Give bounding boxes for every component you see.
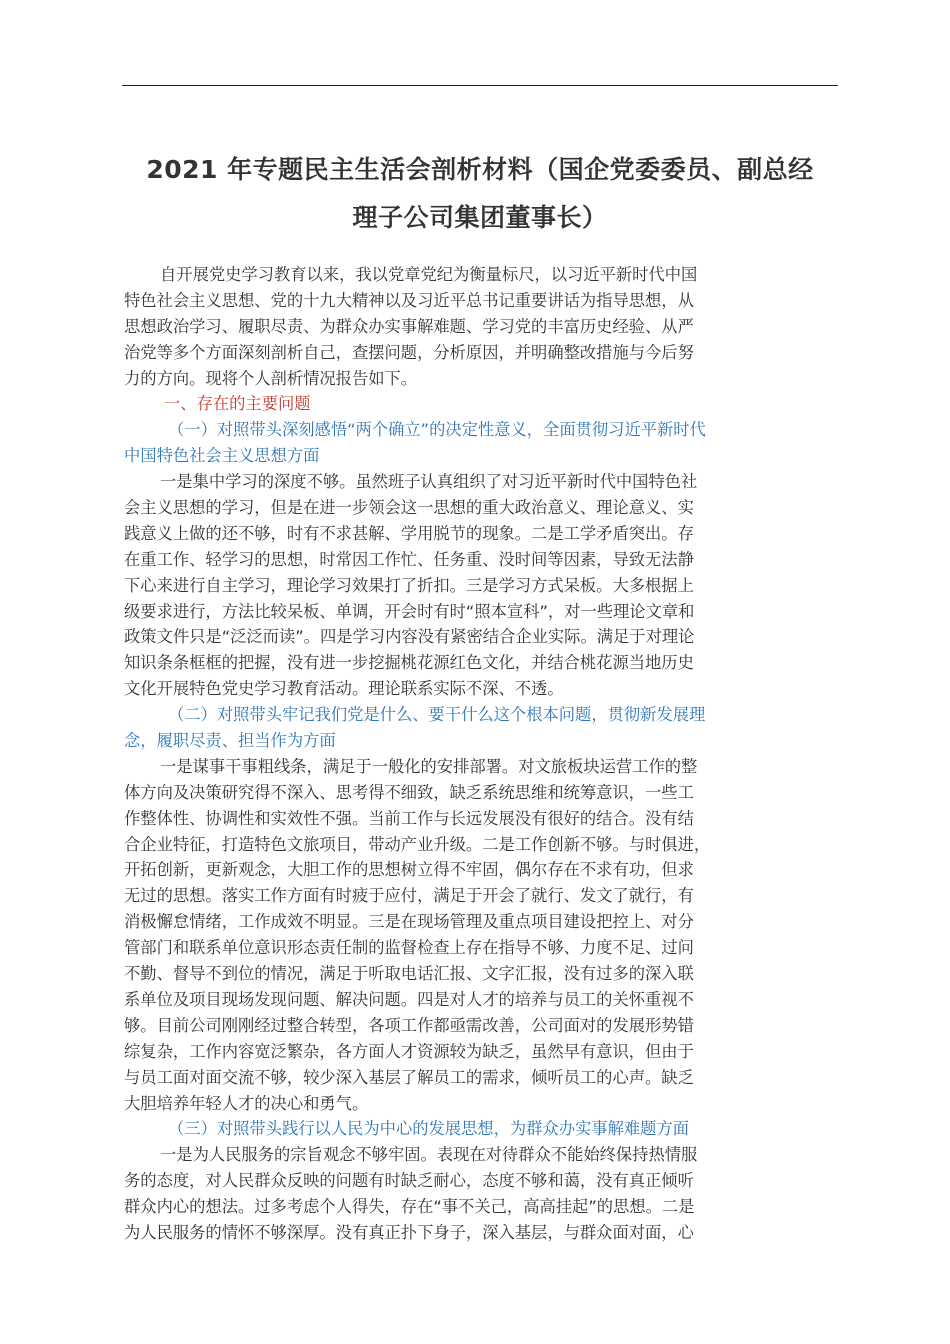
paragraph-line: 一是为人民服务的宗旨观念不够牢固。表现在对待群众不能始终保持热情服 [160, 1145, 698, 1165]
subheading-1 [124, 417, 828, 469]
paragraph-1 [124, 469, 828, 702]
intro-paragraph [124, 262, 828, 391]
paragraph-line: 一是集中学习的深度不够。虽然班子认真组织了对习近平新时代中国特色社 [160, 472, 698, 492]
subheading-line: （二）对照带头牢记我们党是什么、要干什么这个根本问题，贯彻新发展理 [168, 705, 706, 725]
paragraph-line: 无过的思想。落实工作方面有时疲于应付，满足于开会了就行、发文了就行，有 [124, 886, 694, 906]
paragraph-line: 够。目前公司刚刚经过整合转型，各项工作都亟需改善，公司面对的发展形势错 [124, 1015, 694, 1035]
paragraph-line: 践意义上做的还不够，时有不求甚解、学用脱节的现象。二是工学矛盾突出。存 [124, 523, 694, 543]
paragraph-3 [124, 1142, 828, 1246]
subheading-line: （三）对照带头践行以人民为中心的发展思想，为群众办实事解难题方面 [168, 1119, 690, 1139]
paragraph-line: 开拓创新，更新观念，大胆工作的思想树立得不牢固，偶尔存在不求有功，但求 [124, 860, 694, 880]
paragraph-line: 文化开展特色党史学习教育活动。理论联系实际不深、不透。 [124, 679, 564, 699]
intro-line: 思想政治学习、履职尽责、为群众办实事解难题、学习党的丰富历史经验、从严 [124, 316, 694, 336]
paragraph-line: 与员工面对面交流不够，较少深入基层了解员工的需求，倾听员工的心声。缺乏 [124, 1067, 694, 1087]
paragraph-line: 务的态度，对人民群众反映的问题有时缺乏耐心，态度不够和蔼，没有真正倾听 [124, 1171, 694, 1191]
paragraph-line: 不勤、督导不到位的情况，满足于听取电话汇报、文字汇报，没有过多的深入联 [124, 964, 694, 984]
paragraph-line: 系单位及项目现场发现问题、解决问题。四是对人才的培养与员工的关怀重视不 [124, 989, 694, 1009]
paragraph-line: 下心来进行自主学习，理论学习效果打了折扣。三是学习方式呆板。大多根据上 [124, 575, 694, 595]
intro-line: 自开展党史学习教育以来，我以党章党纪为衡量标尺，以习近平新时代中国 [160, 265, 698, 284]
section-heading: 一、存在的主要问题 [164, 394, 311, 414]
paragraph-line: 大胆培养年轻人才的决心和勇气。 [124, 1093, 369, 1113]
intro-line: 特色社会主义思想、党的十九大精神以及习近平总书记重要讲话为指导思想，从 [124, 290, 694, 310]
paragraph-line: 管部门和联系单位意识形态责任制的监督检查上存在指导不够、力度不足、过问 [124, 938, 694, 958]
paragraph-line: 作整体性、协调性和实效性不强。当前工作与长远发展没有很好的结合。没有结 [124, 808, 694, 828]
paragraph-line: 群众内心的想法。过多考虑个人得失，存在“事不关己，高高挂起”的思想。二是 [124, 1197, 695, 1217]
intro-line: 治党等多个方面深刻剖析自己，查摆问题，分析原因，并明确整改措施与今后努 [124, 342, 694, 362]
subheading-line: 中国特色社会主义思想方面 [124, 446, 320, 466]
paragraph-line: 级要求进行，方法比较呆板、单调，开会时有时“照本宣科”，对一些理论文章和 [124, 601, 695, 621]
paragraph-line: 合企业特征，打造特色文旅项目，带动产业升级。二是工作创新不够。与时俱进， [124, 834, 711, 854]
paragraph-line: 消极懈怠情绪，工作成效不明显。三是在现场管理及重点项目建设把控上、对分 [124, 912, 694, 932]
header-rule [122, 85, 838, 86]
paragraph-line: 综复杂，工作内容宽泛繁杂，各方面人才资源较为缺乏，虽然早有意识，但由于 [124, 1041, 694, 1061]
paragraph-line: 在重工作、轻学习的思想，时常因工作忙、任务重、没时间等因素，导致无法静 [124, 549, 694, 569]
paragraph-line: 一是谋事干事粗线条，满足于一般化的安排部署。对文旅板块运营工作的整 [160, 756, 698, 776]
paragraph-2 [124, 754, 828, 1116]
subheading-3 [124, 1116, 828, 1142]
paragraph-line: 为人民服务的情怀不够深厚。没有真正扑下身子，深入基层，与群众面对面，心 [124, 1222, 694, 1242]
title-line: 理子公司集团董事长） [352, 203, 608, 232]
subheading-line: （一）对照带头深刻感悟“两个确立”的决定性意义，全面贯彻习近平新时代 [168, 420, 706, 440]
title-line: 2021 年专题民主生活会剖析材料（国企党委委员、副总经 [146, 155, 814, 184]
subheading-2 [124, 702, 828, 754]
paragraph-line: 知识条条框框的把握，没有进一步挖掘桃花源红色文化，并结合桃花源当地历史 [124, 653, 694, 673]
paragraph-line: 会主义思想的学习，但是在进一步领会这一思想的重大政治意义、理论意义、实 [124, 498, 694, 518]
document-title [110, 146, 850, 242]
paragraph-line: 体方向及决策研究得不深入、思考得不细致，缺乏系统思维和统筹意识，一些工 [124, 782, 694, 802]
intro-line: 力的方向。现将个人剖析情况报告如下。 [124, 368, 418, 388]
document-body [124, 262, 828, 1246]
subheading-line: 念，履职尽责、担当作为方面 [124, 731, 336, 751]
paragraph-line: 政策文件只是“泛泛而读”。四是学习内容没有紧密结合企业实际。满足于对理论 [124, 627, 695, 647]
